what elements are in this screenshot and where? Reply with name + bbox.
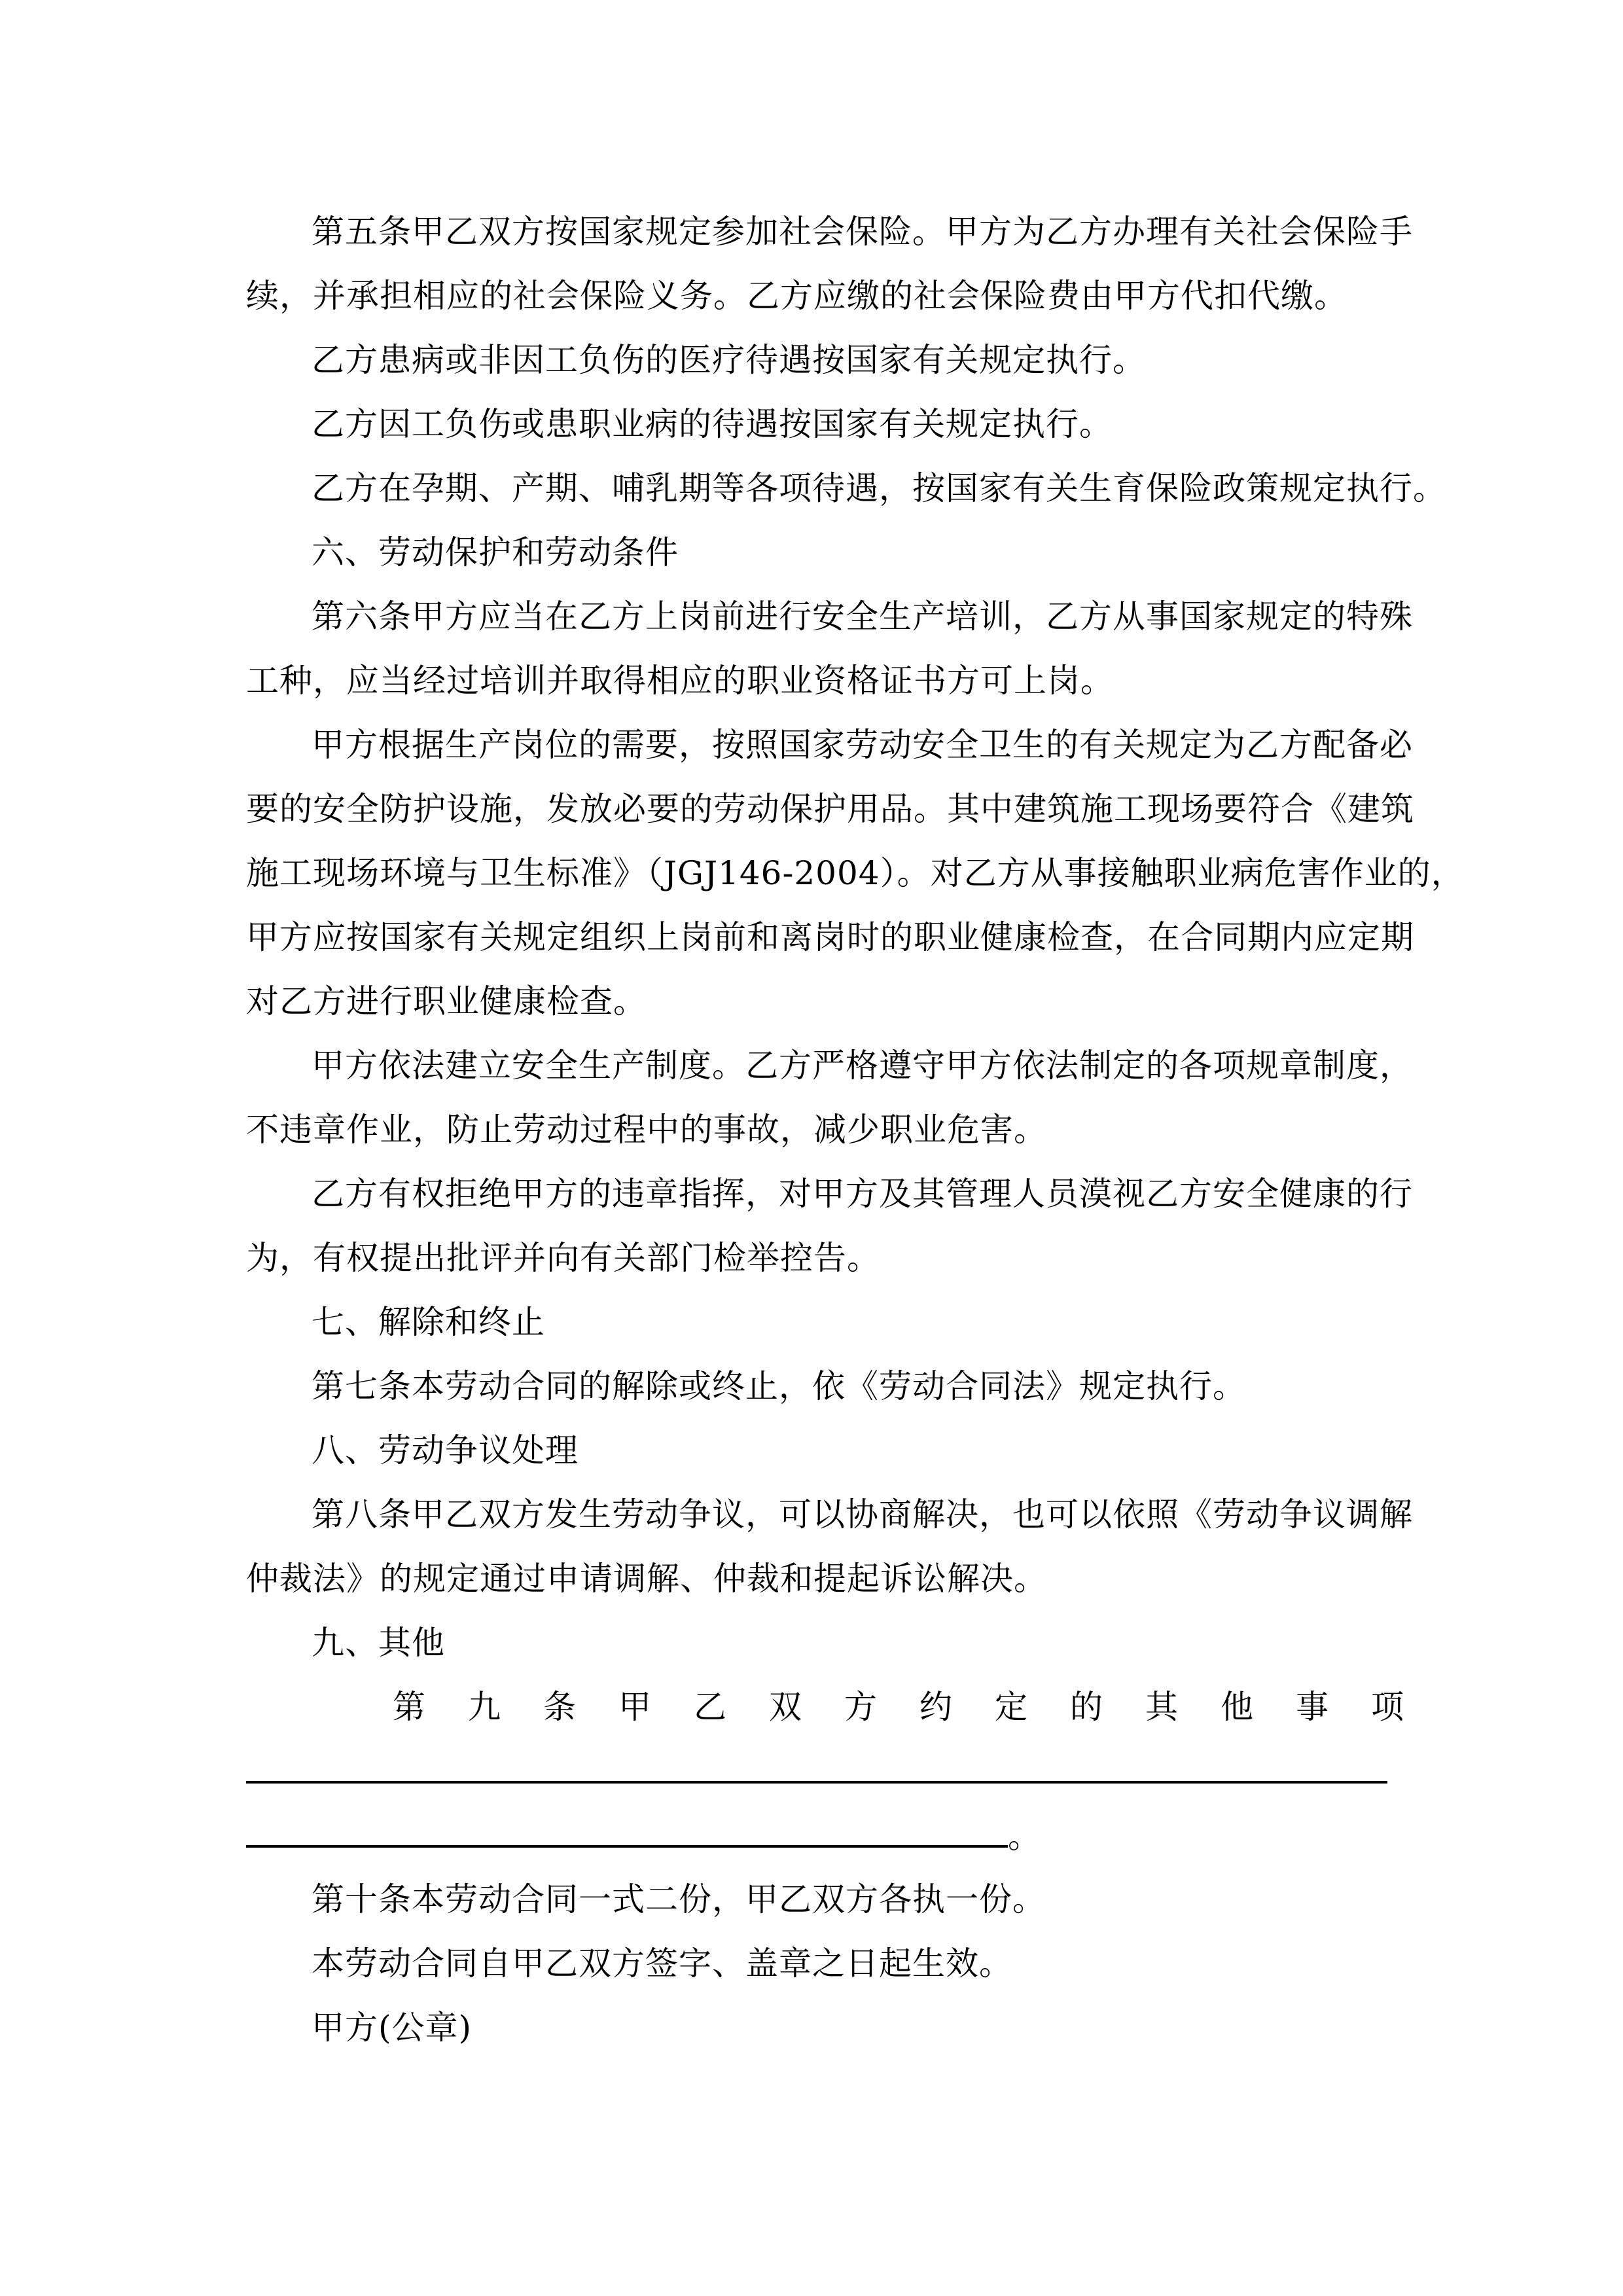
- contract-line: 甲方应按国家有关规定组织上岗前和离岗时的职业健康检查，在合同期内应定期: [246, 918, 1414, 956]
- fill-in-blank-line: [246, 1739, 1387, 1803]
- contract-line: 续，并承担相应的社会保险义务。乙方应缴的社会保险费由甲方代扣代缴。: [246, 277, 1347, 315]
- contract-line: 甲方依法建立安全生产制度。乙方严格遵守甲方依法制定的各项规章制度，: [312, 1047, 1413, 1085]
- contract-line: 六、劳动保护和劳动条件: [312, 533, 679, 571]
- contract-line: 第七条本劳动合同的解除或终止，依《劳动合同法》规定执行。: [312, 1367, 1246, 1405]
- contract-line: 第十条本劳动合同一式二份，甲乙双方各执一份。: [312, 1880, 1046, 1918]
- blank-underline: [246, 1739, 1387, 1784]
- contract-line: 甲方(公章): [312, 2009, 473, 2047]
- contract-line: 不违章作业，防止劳动过程中的事故，减少职业危害。: [246, 1111, 1047, 1149]
- contract-line: 第五条甲乙双方按国家规定参加社会保险。甲方为乙方办理有关社会保险手: [312, 213, 1413, 251]
- contract-text-block: [246, 200, 1465, 2060]
- contract-line: 工种，应当经过培训并取得相应的职业资格证书方可上岗。: [246, 662, 1114, 700]
- contract-line: 为，有权提出批评并向有关部门检举控告。: [246, 1239, 880, 1277]
- contract-line: 本劳动合同自甲乙双方签字、盖章之日起生效。: [312, 1945, 1012, 1982]
- contract-line: 乙方在孕期、产期、哺乳期等各项待遇，按国家有关生育保险政策规定执行。: [312, 469, 1446, 507]
- contract-line: 乙方因工负伤或患职业病的待遇按国家有关规定执行。: [312, 405, 1113, 443]
- contract-line: 对乙方进行职业健康检查。: [246, 982, 647, 1020]
- contract-line: 第九条甲乙双方约定的其他事项: [393, 1688, 1446, 1726]
- contract-line: 八、劳动争议处理: [312, 1431, 579, 1469]
- contract-line: 仲裁法》的规定通过申请调解、仲裁和提起诉讼解决。: [246, 1560, 1047, 1598]
- contract-line: 甲方根据生产岗位的需要，按照国家劳动安全卫生的有关规定为乙方配备必: [312, 726, 1413, 764]
- contract-line: 乙方有权拒绝甲方的违章指挥，对甲方及其管理人员漠视乙方安全健康的行: [312, 1175, 1413, 1213]
- contract-line: 七、解除和终止: [312, 1303, 545, 1341]
- contract-line: 九、其他: [312, 1624, 445, 1662]
- contract-line: 要的安全防护设施，发放必要的劳动保护用品。其中建筑施工现场要符合《建筑: [246, 790, 1414, 828]
- contract-line: 第六条甲方应当在乙方上岗前进行安全生产培训，乙方从事国家规定的特殊: [312, 598, 1413, 636]
- blank-underline: [246, 1803, 1008, 1848]
- fill-in-blank-line: [246, 1803, 1387, 1867]
- period-after-blank: 。: [1008, 1818, 1041, 1856]
- contract-line: 第八条甲乙双方发生劳动争议，可以协商解决，也可以依照《劳动争议调解: [312, 1496, 1413, 1534]
- contract-line: 施工现场环境与卫生标准》（JGJ146-2004）。对乙方从事接触职业病危害作业的，: [246, 854, 1465, 892]
- contract-line: 乙方患病或非因工负伤的医疗待遇按国家有关规定执行。: [312, 341, 1146, 379]
